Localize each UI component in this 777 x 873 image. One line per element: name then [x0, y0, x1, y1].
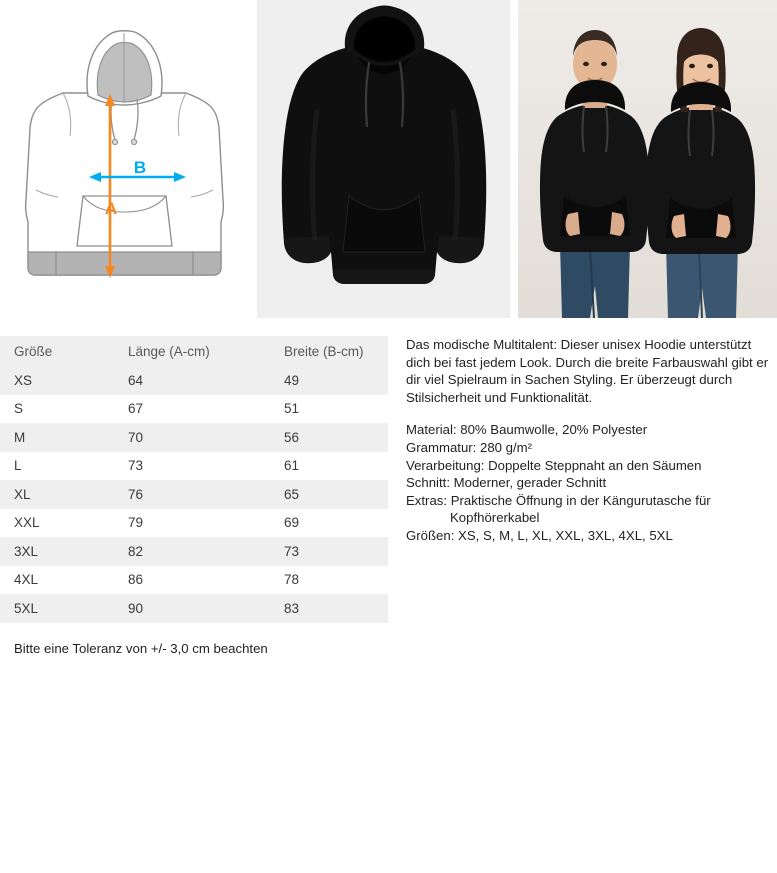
cell-length: 82	[114, 537, 270, 566]
size-table	[0, 336, 388, 623]
cell-width: 65	[270, 480, 388, 509]
table-row	[0, 566, 388, 595]
models-wearing-hoodies-image	[518, 0, 777, 318]
size-table-wrapper	[0, 336, 388, 656]
column-header-length: Länge (A-cm)	[114, 336, 270, 366]
cell-size: 4XL	[0, 566, 114, 595]
cell-width: 78	[270, 566, 388, 595]
cell-length: 86	[114, 566, 270, 595]
description-extras: Extras: Praktische Öffnung in der Kängurutasche für	[406, 492, 711, 508]
cell-length: 70	[114, 423, 270, 452]
cell-size: XL	[0, 480, 114, 509]
description-schnitt: Schnitt: Moderner, gerader Schnitt	[406, 475, 607, 491]
table-row	[0, 509, 388, 538]
table-header-row	[0, 336, 388, 366]
product-description	[406, 336, 777, 656]
lifestyle-photo-panel	[518, 0, 777, 318]
cell-width: 73	[270, 537, 388, 566]
cell-size: L	[0, 452, 114, 481]
measure-b-label: B	[133, 158, 147, 177]
product-image-row	[0, 0, 777, 318]
description-grammatur: Grammatur: 280 g/m²	[406, 439, 533, 455]
cell-size: 3XL	[0, 537, 114, 566]
table-row	[0, 452, 388, 481]
table-row	[0, 480, 388, 509]
description-verarbeitung: Verarbeitung: Doppelte Steppnaht an den Säumen	[406, 457, 702, 473]
cell-size: M	[0, 423, 114, 452]
table-row	[0, 423, 388, 452]
description-material: Material: 80% Baumwolle, 20% Polyester	[406, 422, 648, 438]
description-groessen: Größen: XS, S, M, L, XL, XXL, 3XL, 4XL, 5XL	[406, 527, 673, 543]
technical-drawing-panel	[0, 0, 249, 318]
cell-length: 64	[114, 366, 270, 395]
measure-a-label: A	[104, 199, 118, 218]
cell-width: 69	[270, 509, 388, 538]
column-header-width: Breite (B-cm)	[270, 336, 388, 366]
cell-width: 61	[270, 452, 388, 481]
cell-length: 90	[114, 594, 270, 623]
cell-length: 76	[114, 480, 270, 509]
cell-width: 56	[270, 423, 388, 452]
column-header-size: Größe	[0, 336, 114, 366]
cell-width: 49	[270, 366, 388, 395]
description-extras-continued: Kopfhörerkabel	[450, 510, 540, 526]
table-row	[0, 537, 388, 566]
cell-length: 79	[114, 509, 270, 538]
cell-length: 67	[114, 395, 270, 424]
details-section	[0, 336, 777, 656]
table-row	[0, 594, 388, 623]
table-row	[0, 395, 388, 424]
product-photo-panel	[257, 0, 510, 318]
cell-length: 73	[114, 452, 270, 481]
tolerance-note: Bitte eine Toleranz von +/- 3,0 cm beachten	[14, 640, 268, 656]
black-hoodie-image	[257, 0, 510, 318]
cell-size: 5XL	[0, 594, 114, 623]
cell-width: 51	[270, 395, 388, 424]
cell-size: XXL	[0, 509, 114, 538]
cell-size: S	[0, 395, 114, 424]
cell-width: 83	[270, 594, 388, 623]
cell-size: XS	[0, 366, 114, 395]
paragraph-spacer	[406, 406, 777, 421]
table-row	[0, 366, 388, 395]
description-intro: Das modische Multitalent: Dieser unisex Hoodie unterstützt dich bei fast jedem Look. Durch die breite Farbauswahl gibt er dir viel Spielraum in Sachen Styling. Er überzeugt durch Stilsicherheit und Funktionalität.	[406, 337, 769, 405]
technical-drawing-illustration	[0, 0, 249, 318]
